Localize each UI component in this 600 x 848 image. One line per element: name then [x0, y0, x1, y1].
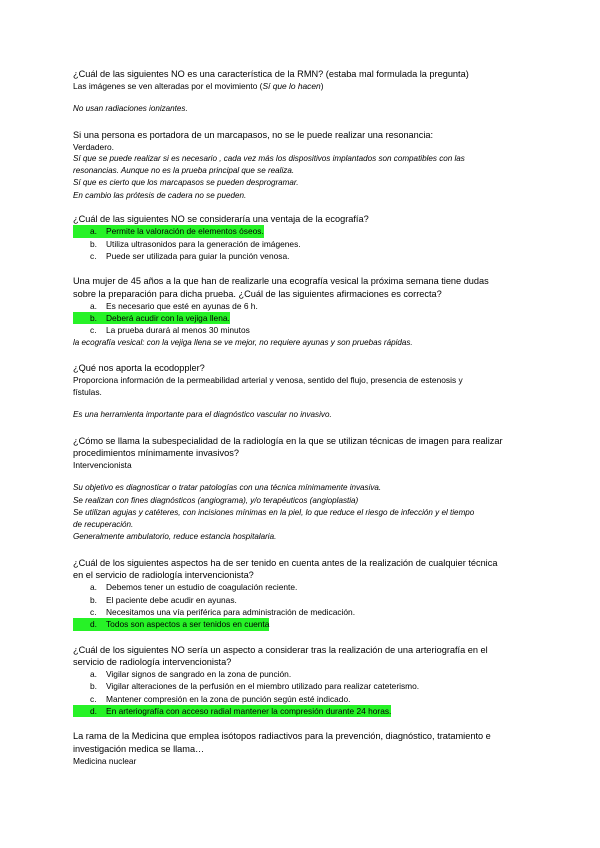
note-line: Sí que se puede realizar si es necesario , cada vez más los dispositivos implantados son compatibles con las	[73, 153, 465, 163]
question-medicina-nuclear: La rama de la Medicina que emplea isótopos radiactivos para la prevención, diagnóstico, tratamiento e	[73, 731, 491, 742]
option-c: c. La prueba durará al menos 30 minutos	[90, 325, 250, 336]
option-a: a. Vigilar signos de sangrado en la zona de punción.	[90, 669, 292, 680]
question-rmn: ¿Cuál de las siguientes NO es una característica de la RMN? (estaba mal formulada la pregunta)	[73, 69, 469, 79]
note-line: En cambio las prótesis de cadera no se pueden.	[73, 190, 247, 200]
option-a: a. Es necesario que esté en ayunas de 6 h.	[90, 300, 258, 311]
question-marcapasos: Si una persona es portadora de un marcapasos, no se le puede realizar una resonancia:	[73, 129, 434, 140]
option-b: b. Utiliza ultrasonidos para la generación de imágenes.	[90, 238, 301, 249]
question-ecografia-vesical: Una mujer de 45 años a la que han de realizarle una ecografía vesical la próxima semana tiene dudas	[73, 276, 489, 287]
note-ecografia-vesical: la ecografía vesical: con la vejiga llena se ve mejor, no requiere ayunas y son pruebas rápidas.	[73, 337, 413, 347]
question-ecografia-vesical-2: sobre la preparación para dicha prueba. ¿Cuál de las siguientes afirmaciones es correcta?	[73, 288, 442, 299]
question-tras-arteriografia: ¿Cuál de los siguientes NO sería un aspecto a considerar tras la realización de una arteriografía en el	[73, 644, 488, 655]
document-page	[73, 68, 533, 767]
note-line: Se utilizan agujas y catéteres, con incisiones mínimas en la piel, lo que reduce el riesgo de infección y el tiempo	[73, 507, 475, 517]
question-subespecialidad-2: procedimientos mínimamente invasivos?	[73, 447, 239, 458]
note-ecodoppler: Es una herramienta importante para el diagnóstico vascular no invasivo.	[73, 410, 332, 420]
note-line: Se realizan con fines diagnósticos (angiograma), y/o terapéuticos (angioplastia)	[73, 495, 359, 505]
question-antes-tecnica: ¿Cuál de los siguientes aspectos ha de ser tenido en cuenta antes de la realización de cualquier técnica	[73, 557, 498, 568]
question-ecografia: ¿Cuál de las siguientes NO se consideraría una ventaja de la ecografía?	[73, 214, 369, 225]
option-d: d. Todos son aspectos a ser tenidos en cuenta	[73, 618, 533, 630]
answer-marcapasos: Verdadero.	[73, 141, 114, 152]
option-c: c. Necesitamos una vía periférica para administración de medicación.	[90, 606, 356, 617]
note-line: de recuperación.	[73, 520, 134, 530]
option-d: d. En arteriografía con acceso radial mantener la compresión durante 24 horas.	[73, 705, 533, 717]
answer-rmn: Las imágenes se ven alteradas por el movimiento (Sí que lo hacen)	[73, 81, 324, 92]
note-line: resonancias. Aunque no es la prueba principal que se realiza.	[73, 166, 295, 176]
question-tras-arteriografia-2: servicio de radiología intervencionista?	[73, 656, 232, 667]
option-b: b. El paciente debe acudir en ayunas.	[90, 594, 237, 605]
option-b: b. Vigilar alteraciones de la perfusión en el miembro utilizado para realizar cateterismo.	[90, 681, 420, 692]
question-subespecialidad: ¿Cómo se llama la subespecialidad de la radiología en la que se utilizan técnicas de imagen para realizar	[73, 435, 503, 446]
option-a: a. Debemos tener un estudio de coagulación reciente.	[90, 582, 298, 593]
question-ecodoppler: ¿Qué nos aporta la ecodoppler?	[73, 363, 205, 374]
question-antes-tecnica-2: en el servicio de radiología intervencionista?	[73, 570, 254, 581]
question-medicina-nuclear-2: investigación medica se llama…	[73, 743, 205, 754]
note-line: Su objetivo es diagnosticar o tratar patologías con una técnica mínimamente invasiva.	[73, 483, 382, 493]
answer-ecodoppler: Proporciona información de la permeabilidad arterial y venosa, sentido del flujo, presencia de estenosis y	[73, 375, 463, 386]
note-line: Generalmente ambulatorio, reduce estancia hospitalaria.	[73, 532, 277, 542]
note-line: Sí que es cierto que los marcapasos se pueden desprogramar.	[73, 178, 299, 188]
option-c: c. Mantener compresión en la zona de punción según esté indicado.	[90, 693, 351, 704]
answer-medicina-nuclear: Medicina nuclear	[73, 755, 137, 766]
option-a: a. Permite la valoración de elementos óseos.	[73, 225, 533, 237]
note-rmn: No usan radiaciones ionizantes.	[73, 104, 188, 114]
answer-ecodoppler-2: fístulas.	[73, 387, 102, 398]
option-b: b. Deberá acudir con la vejiga llena.	[73, 312, 533, 324]
option-c: c. Puede ser utilizada para guiar la punción venosa.	[90, 250, 290, 261]
answer-subespecialidad: Intervencionista	[73, 460, 132, 471]
